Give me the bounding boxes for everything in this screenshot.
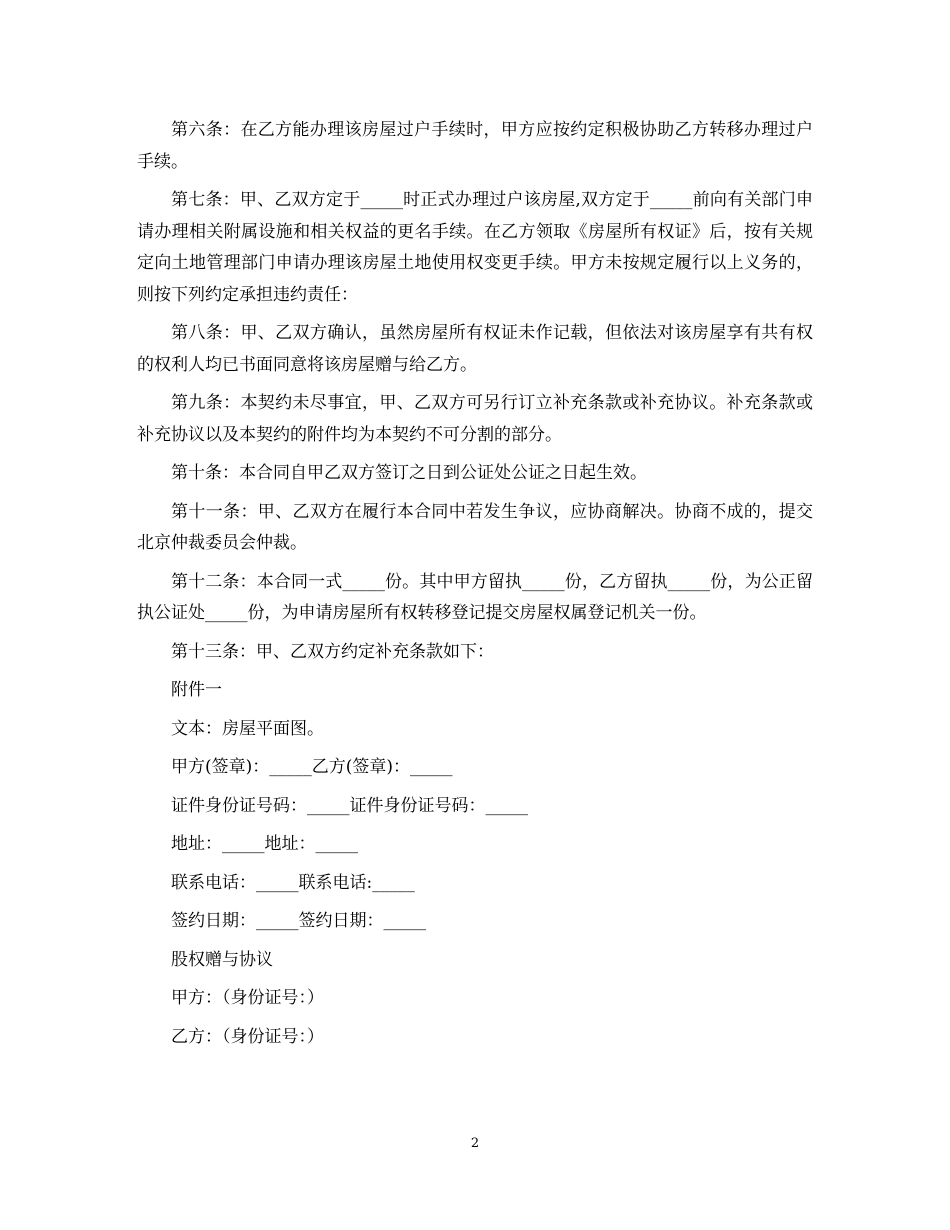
signing-date-line: 签约日期：_____签约日期：_____: [171, 911, 426, 931]
attachment-text: 文本：房屋平面图。: [171, 718, 324, 739]
page-number: 2: [470, 1136, 480, 1151]
article-13: 第十三条：甲、乙双方约定补充条款如下：: [171, 641, 494, 662]
article-7: 第七条：甲、乙双方定于_____时正式办理过户该房屋,双方定于_____前向有关部门申请办理相关附属设施和相关权益的更名手续。在乙方领取《房屋所有权证》后，按有关规定向土地管理部门申请办理该房屋土地使用权变更手续。甲方未按规定履行以上义务的，则按下列约定承担违约责任：: [137, 190, 813, 305]
document-body: [137, 115, 813, 1060]
address-line: 地址：_____地址：_____: [171, 834, 358, 854]
attachment-heading: 附件一: [171, 680, 222, 700]
id-number-line: 证件身份证号码：_____证件身份证号码：_____: [171, 795, 528, 816]
article-11: 第十一条：甲、乙双方在履行本合同中若发生争议，应协商解决。协商不成的，提交北京仲裁委员会仲裁。: [137, 501, 813, 553]
article-10: 第十条：本合同自甲乙双方签订之日到公证处公证之日起生效。: [171, 463, 647, 483]
phone-line: 联系电话：_____联系电话:_____: [171, 872, 415, 893]
party-a-line: 甲方：（身份证号：）: [171, 988, 324, 1008]
signature-line: 甲方(签章)：_____乙方(签章)：_____: [171, 757, 453, 777]
article-9: 第九条：本契约未尽事宜，甲、乙双方可另行订立补充条款或补充协议。补充条款或补充协议以及本契约的附件均为本契约不可分割的部分。: [137, 393, 813, 445]
equity-gift-agreement-title: 股权赠与协议: [171, 949, 273, 970]
party-b-line: 乙方：（身份证号：）: [171, 1026, 324, 1047]
article-6: 第六条：在乙方能办理该房屋过户手续时，甲方应按约定积极协助乙方转移办理过户手续。: [137, 120, 813, 172]
article-12: 第十二条：本合同一式_____份。其中甲方留执_____份，乙方留执_____份，为公正留执公证处_____份，为申请房屋所有权转移登记提交房屋权属登记机关一份。: [137, 571, 813, 623]
article-8: 第八条：甲、乙双方确认，虽然房屋所有权证未作记载，但依法对该房屋享有共有权的权利人均已书面同意将该房屋赠与给乙方。: [137, 323, 813, 375]
